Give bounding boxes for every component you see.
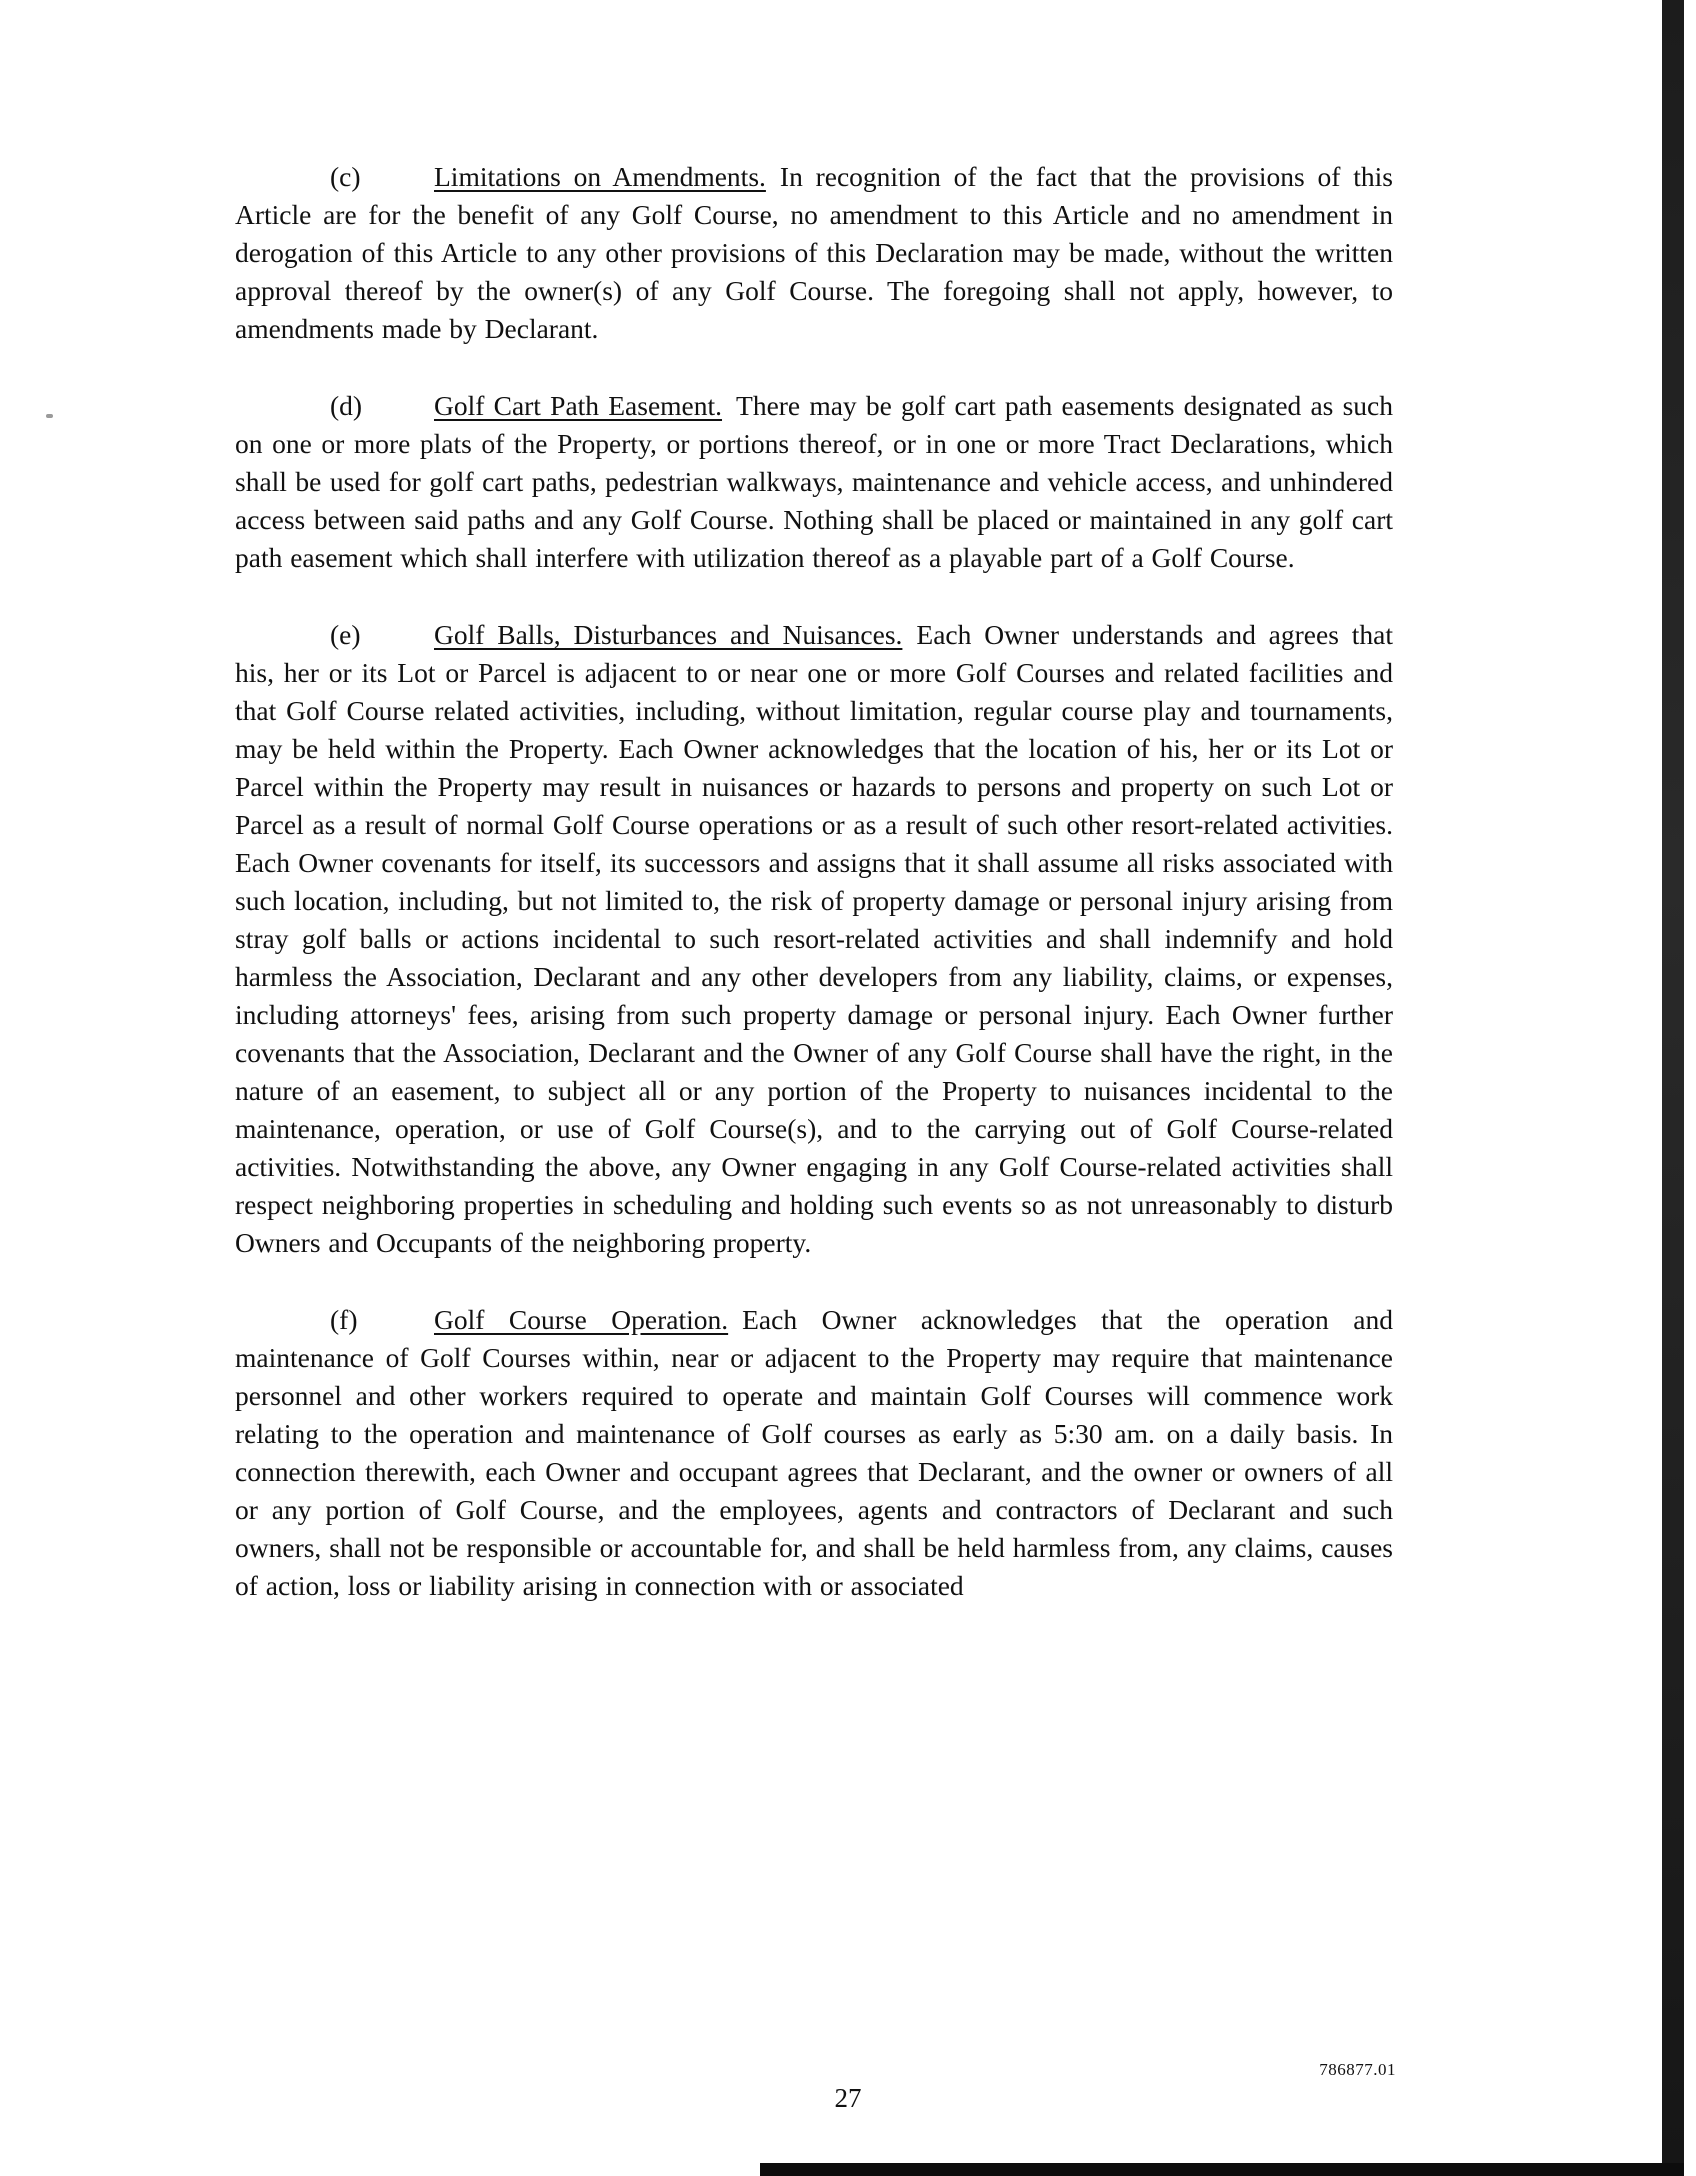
text-block: [235, 158, 1393, 1644]
section-body: There may be golf cart path easements designated as such on one or more plats of the Property, or portions thereof, or in one or more Tract Declarations, which shall be used for golf cart paths, pedestrian walkways, maintenance and vehicle access, and unhindered access between said paths and any Golf Course. Nothing shall be placed or maintained in any golf cart path easement which shall interfere with utilization thereof as a playable part of a Golf Course.: [235, 390, 1393, 573]
paragraph: [235, 616, 1393, 1262]
page-number: 27: [834, 2083, 862, 2113]
section-heading: Golf Cart Path Easement.: [434, 390, 723, 421]
doc-ref: 786877.01: [1319, 2060, 1396, 2079]
section-heading: Golf Balls, Disturbances and Nuisances.: [434, 619, 903, 650]
section-label: (d): [330, 390, 363, 421]
section-heading: Limitations on Amendments.: [434, 161, 766, 192]
section-label: (c): [330, 161, 361, 192]
section-heading: Golf Course Operation.: [434, 1304, 729, 1335]
section-label: (f): [330, 1304, 358, 1335]
section-label: (e): [330, 619, 361, 650]
section-body: Each Owner understands and agrees that his, her or its Lot or Parcel is adjacent to or near one or more Golf Courses and related facilities and that Golf Course related activities, including, without limitation, regular course play and tournaments, may be held within the Property. Each Owner acknowledges that the location of his, her or its Lot or Parcel within the Property may result in nuisances or hazards to persons and property on such Lot or Parcel as a result of normal Golf Course operations or as a result of such other resort-related activities. Each Owner covenants for itself, its successors and assigns that it shall assume all risks associated with such location, including, but not limited to, the risk of property damage or personal injury arising from stray golf balls or actions incidental to such resort-related activities and shall indemnify and hold harmless the Association, Declarant and any other developers from any liability, claims, or expenses, including attorneys' fees, arising from such property damage or personal injury. Each Owner further covenants that the Association, Declarant and the Owner of any Golf Course shall have the right, in the nature of an easement, to subject all or any portion of the Property to nuisances incidental to the maintenance, operation, or use of Golf Course(s), and to the carrying out of Golf Course-related activities. Notwithstanding the above, any Owner engaging in any Golf Course-related activities shall respect neighboring properties in scheduling and holding such events so as not unreasonably to disturb Owners and Occupants of the neighboring property.: [235, 619, 1393, 1258]
paragraph: [235, 158, 1393, 348]
scan-artifact-bottom-bar: [760, 2163, 1684, 2176]
section-body: In recognition of the fact that the provisions of this Article are for the benefit of any Golf Course, no amendment to this Article and no amendment in derogation of this Article to any other provisions of this Declaration may be made, without the written approval thereof by the owner(s) of any Golf Course. The foregoing shall not apply, however, to amendments made by Declarant.: [235, 161, 1393, 344]
paragraph: [235, 387, 1393, 577]
paragraph: [235, 1301, 1393, 1605]
section-body: Each Owner acknowledges that the operation and maintenance of Golf Courses within, near or adjacent to the Property may require that maintenance personnel and other workers required to operate and maintain Golf Courses will commence work relating to the operation and maintenance of Golf courses as early as 5:30 am. on a daily basis. In connection therewith, each Owner and occupant agrees that Declarant, and the owner or owners of all or any portion of Golf Course, and the employees, agents and contractors of Declarant and such owners, shall not be responsible or accountable for, and shall be held harmless from, any claims, causes of action, loss or liability arising in connection with or associated: [235, 1304, 1393, 1601]
scan-speck-artifact: [46, 414, 53, 418]
scan-artifact-right-bar: [1662, 0, 1684, 2176]
